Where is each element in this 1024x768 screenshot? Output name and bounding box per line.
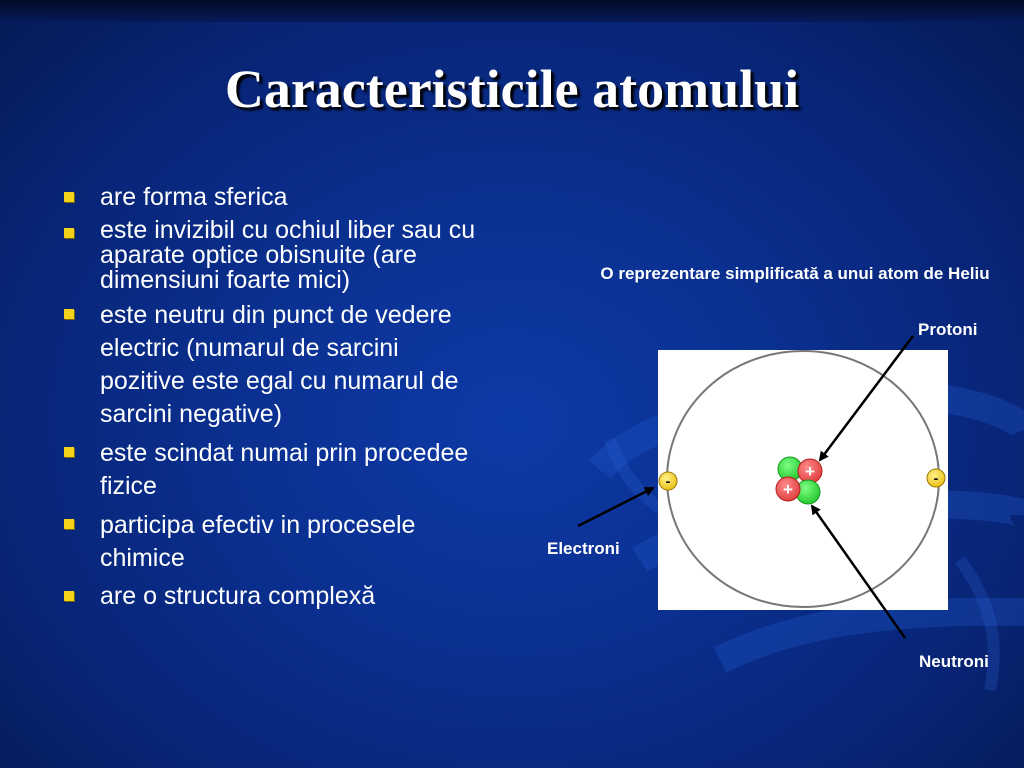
- bullet-text: are o structura complexă: [100, 582, 376, 610]
- bullet-text: participa efectiv in procesele chimice: [100, 511, 416, 572]
- slide-title: Caracteristicile atomului: [224, 59, 800, 119]
- diagram-caption: O reprezentare simplificată a unui atom de Heliu: [600, 264, 990, 283]
- arrow-to-electron: [578, 488, 653, 526]
- label-electrons: Electroni: [547, 539, 620, 558]
- electron-symbol: -: [665, 473, 671, 489]
- bullet-text: este scindat numai prin procedee fizice: [100, 439, 469, 500]
- proton-symbol: +: [783, 480, 793, 499]
- proton-symbol: +: [805, 462, 815, 481]
- bullet-text: este neutru din punct de vedere electric (numarul de sarcini pozitive este egal cu numarul de sarcini negative): [100, 301, 459, 428]
- bullet-text: este invizibil cu ochiul liber sau cu aparate optice obisnuite (are dimensiuni foarte mici): [100, 216, 476, 294]
- label-neutrons: Neutroni: [919, 652, 989, 671]
- label-protons: Protoni: [918, 320, 978, 339]
- bullet-text: are forma sferica: [100, 183, 288, 211]
- electron-symbol: -: [933, 470, 939, 486]
